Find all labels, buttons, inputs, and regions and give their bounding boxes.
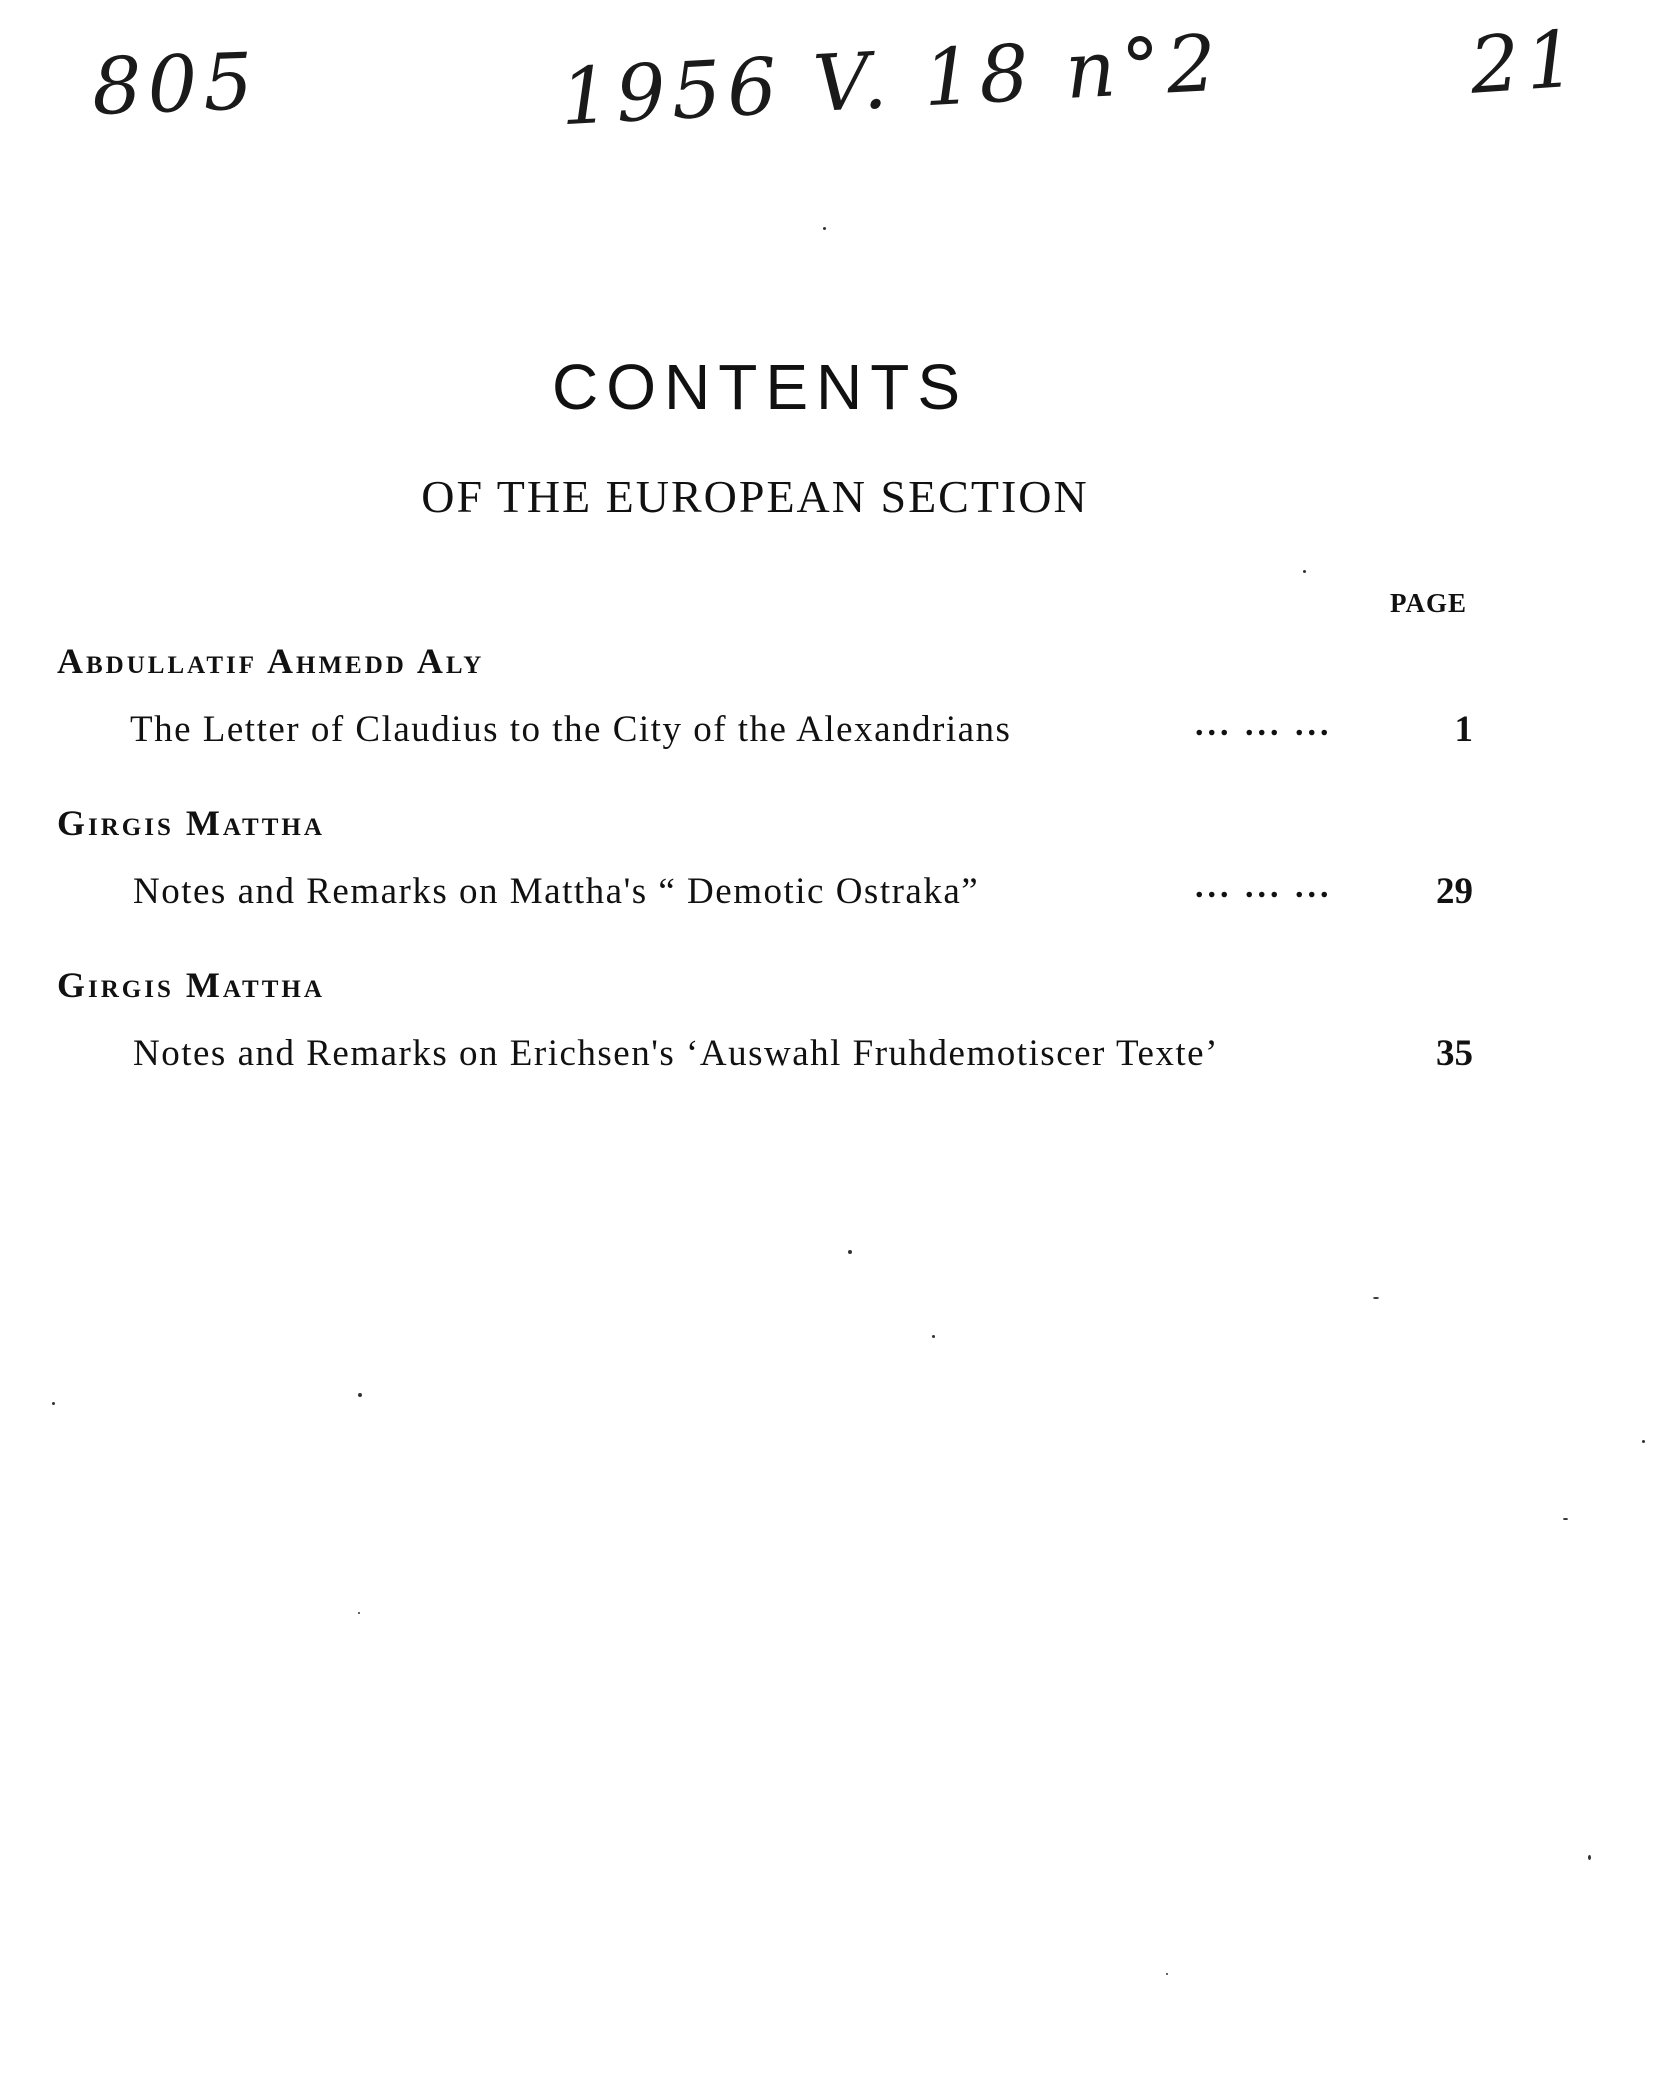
scan-speck	[1303, 570, 1306, 573]
entry-title: The Letter of Claudius to the City of the Alexandrians	[130, 709, 1012, 750]
entry-author: Girgis Mattha	[57, 965, 325, 1005]
scan-speck	[1563, 1518, 1568, 1520]
scan-speck	[823, 227, 826, 230]
page-column-label: PAGE	[1390, 588, 1467, 618]
entry-page-number: 35	[1436, 1033, 1473, 1074]
entry-title: Notes and Remarks on Erichsen's ‘Auswahl Fruhdemotiscer Texte’	[133, 1033, 1219, 1074]
entry-author: Girgis Mattha	[57, 803, 325, 843]
scan-speck	[1588, 1855, 1591, 1860]
scan-speck	[358, 1393, 362, 1397]
page-subtitle: OF THE EUROPEAN SECTION	[421, 471, 1089, 522]
scan-speck	[1166, 1973, 1168, 1975]
scan-speck	[848, 1250, 852, 1254]
scan-speck	[52, 1402, 55, 1405]
handwritten-note-middle: 1956 V. 18 n°2	[558, 18, 1225, 144]
entry-leaders: ... ... ...	[1195, 868, 1333, 905]
entry-page-number: 1	[1454, 709, 1473, 750]
entry-title: Notes and Remarks on Mattha's “ Demotic Ostraka”	[133, 871, 980, 912]
scan-speck	[358, 1612, 360, 1614]
entry-leaders: ... ... ...	[1195, 706, 1333, 743]
handwritten-note-left: 805	[90, 37, 261, 133]
scan-speck	[932, 1335, 935, 1338]
page-title: CONTENTS	[552, 351, 968, 423]
handwritten-note-right: 21	[1466, 14, 1585, 112]
entry-author: Abdullatif Ahmedd Aly	[57, 641, 485, 681]
scan-speck	[1642, 1440, 1645, 1443]
entry-page-number: 29	[1436, 871, 1473, 912]
scan-speck	[1373, 1297, 1379, 1299]
